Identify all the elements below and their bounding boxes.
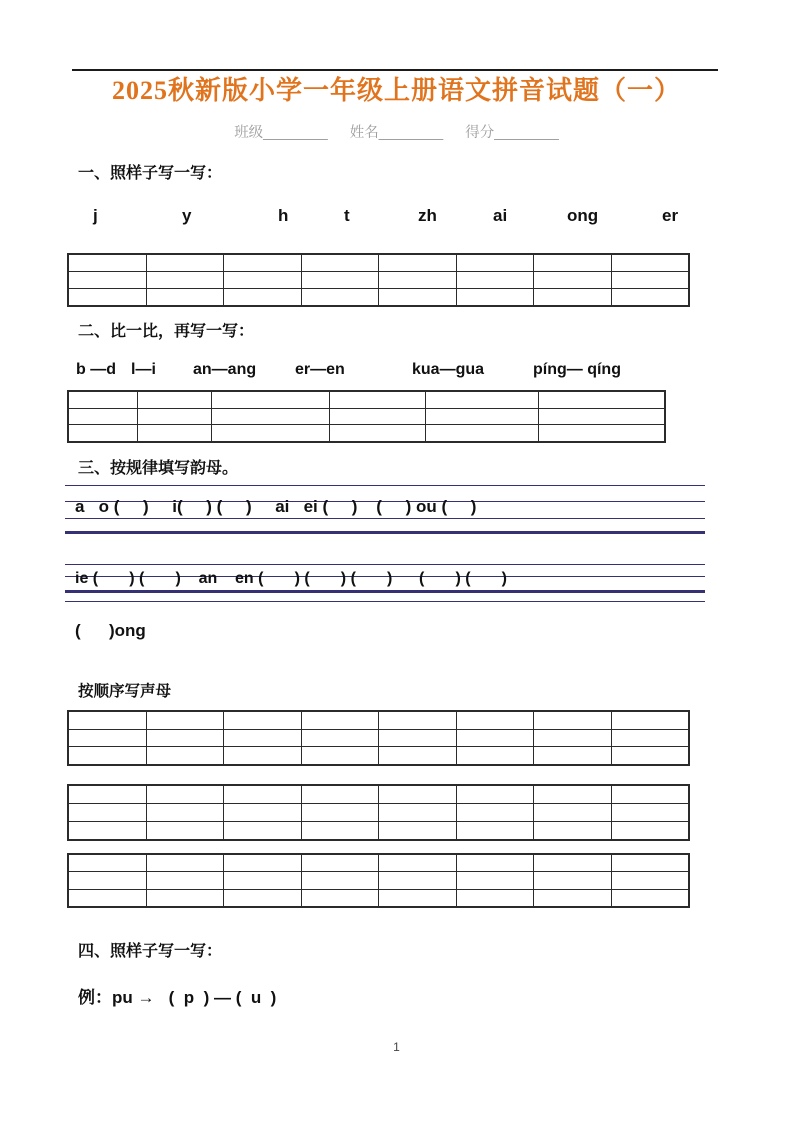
pinyin-letter: t (344, 206, 350, 225)
answer-cell (379, 804, 456, 821)
answer-cell (147, 855, 224, 871)
answer-cell (147, 730, 224, 747)
guide-line (65, 590, 705, 593)
answer-cell (147, 786, 224, 803)
answer-cell (457, 855, 534, 871)
answer-cell (379, 855, 456, 871)
section3-heading: 三、按规律填写韵母。 (78, 460, 239, 477)
answer-cell (302, 872, 379, 888)
answer-cell (457, 804, 534, 821)
answer-cell (612, 786, 689, 803)
answer-cell (69, 272, 146, 288)
answer-cell (69, 289, 146, 305)
answer-cell (69, 409, 137, 425)
pinyin-pair: er—en (295, 361, 345, 378)
answer-cell (534, 272, 611, 288)
answer-cell (534, 855, 611, 871)
class-field: 班级________ (234, 125, 328, 141)
section5-heading: 四、照样子写一写： (78, 943, 223, 960)
answer-cell (457, 872, 534, 888)
answer-cell (147, 747, 224, 764)
answer-cell (539, 425, 664, 441)
section2-heading: 二、比一比，再写一写： (78, 323, 255, 340)
guide-line (65, 601, 705, 602)
vowel-pattern-line2: ie ( ) ( ) an en ( ) ( ) ( ) ( ) ( ) (75, 570, 508, 587)
answer-cell (457, 890, 534, 906)
answer-cell (330, 425, 425, 441)
answer-table-section1 (67, 253, 690, 307)
pinyin-letter: ai (493, 206, 508, 225)
answer-cell (69, 425, 137, 441)
answer-cell (457, 289, 534, 305)
answer-cell (426, 392, 538, 408)
answer-cell (224, 712, 301, 729)
answer-cell (69, 712, 146, 729)
answer-cell (69, 872, 146, 888)
answer-cell (147, 289, 224, 305)
answer-cell (330, 392, 425, 408)
answer-cell (224, 289, 301, 305)
page-number: 1 (393, 1040, 400, 1054)
answer-cell (147, 272, 224, 288)
pinyin-letter: zh (418, 206, 437, 225)
answer-cell (379, 255, 456, 271)
answer-cell (147, 804, 224, 821)
answer-cell (302, 712, 379, 729)
answer-cell (457, 822, 534, 839)
section1-heading: 一、照样子写一写： (78, 165, 223, 182)
guide-line (65, 485, 705, 486)
answer-cell (534, 255, 611, 271)
answer-cell (539, 392, 664, 408)
answer-cell (147, 712, 224, 729)
answer-cell (302, 289, 379, 305)
answer-cell (457, 255, 534, 271)
pinyin-letter: h (278, 206, 289, 225)
answer-cell (302, 890, 379, 906)
answer-cell (379, 822, 456, 839)
pinyin-pair: píng— qíng (533, 361, 621, 378)
student-info-line (0, 121, 793, 142)
answer-table-section2 (67, 390, 666, 443)
answer-cell (612, 712, 689, 729)
answer-cell (379, 747, 456, 764)
answer-cell (147, 822, 224, 839)
answer-cell (379, 786, 456, 803)
answer-cell (69, 730, 146, 747)
answer-cell (69, 855, 146, 871)
answer-cell (69, 392, 137, 408)
answer-cell (69, 786, 146, 803)
guide-line (65, 531, 705, 534)
answer-cell (534, 872, 611, 888)
answer-cell (138, 425, 210, 441)
answer-cell (224, 855, 301, 871)
answer-cell (379, 872, 456, 888)
answer-cell (379, 289, 456, 305)
guide-line (65, 564, 705, 565)
answer-cell (224, 747, 301, 764)
answer-cell (147, 872, 224, 888)
answer-cell (612, 730, 689, 747)
answer-cell (302, 747, 379, 764)
answer-cell (612, 289, 689, 305)
answer-cell (147, 255, 224, 271)
answer-cell (612, 822, 689, 839)
answer-cell (302, 255, 379, 271)
answer-cell (457, 786, 534, 803)
answer-cell (302, 272, 379, 288)
answer-cell (426, 409, 538, 425)
answer-cell (224, 786, 301, 803)
section4-heading: 按顺序写声母 (78, 683, 172, 700)
answer-cell (302, 804, 379, 821)
answer-cell (612, 272, 689, 288)
four-line-guide-1 (65, 485, 705, 535)
pinyin-pair: l—i (131, 361, 156, 378)
answer-cell (379, 712, 456, 729)
vowel-pattern-line3: ( )ong (75, 621, 146, 640)
answer-cell (534, 804, 611, 821)
answer-cell (147, 890, 224, 906)
answer-cell (69, 890, 146, 906)
pinyin-letter: y (182, 206, 192, 225)
answer-cell (539, 409, 664, 425)
answer-cell (379, 730, 456, 747)
answer-cell (302, 730, 379, 747)
answer-cell (69, 822, 146, 839)
pinyin-pair: b —d (76, 361, 116, 378)
top-divider-rule (72, 69, 718, 71)
answer-cell (69, 747, 146, 764)
score-field: 得分________ (465, 125, 559, 141)
answer-cell (212, 409, 329, 425)
answer-cell (457, 730, 534, 747)
section1-letters-row (0, 206, 793, 230)
pinyin-pair: kua—gua (412, 361, 485, 378)
answer-cell (224, 804, 301, 821)
name-field: 姓名________ (349, 125, 444, 141)
answer-cell (534, 712, 611, 729)
pinyin-letter: ong (567, 206, 599, 225)
answer-cell (224, 272, 301, 288)
answer-cell (612, 804, 689, 821)
vowel-pattern-line1: a o ( ) i( ) ( ) ai ei ( ) ( ) ou ( ) (75, 497, 477, 516)
answer-cell (612, 855, 689, 871)
answer-cell (379, 272, 456, 288)
answer-cell (534, 786, 611, 803)
answer-cell (138, 409, 210, 425)
worksheet-title: 2025秋新版小学一年级上册语文拼音试题（一） (111, 76, 681, 105)
answer-cell (612, 747, 689, 764)
answer-cell (224, 822, 301, 839)
initials-table-2 (67, 784, 690, 841)
initials-table-1 (67, 710, 690, 766)
four-line-guide-2 (65, 564, 705, 606)
answer-cell (534, 890, 611, 906)
answer-cell (212, 392, 329, 408)
answer-cell (224, 730, 301, 747)
answer-cell (534, 822, 611, 839)
pinyin-pair: an—ang (193, 361, 257, 378)
pinyin-letter: j (93, 206, 98, 225)
answer-cell (534, 289, 611, 305)
answer-cell (212, 425, 329, 441)
answer-cell (330, 409, 425, 425)
answer-cell (534, 730, 611, 747)
answer-cell (612, 890, 689, 906)
section2-pairs-row (0, 361, 793, 385)
answer-cell (457, 747, 534, 764)
answer-cell (534, 747, 611, 764)
pinyin-letter: er (662, 206, 679, 225)
answer-cell (69, 255, 146, 271)
answer-cell (302, 855, 379, 871)
answer-cell (379, 890, 456, 906)
answer-cell (612, 255, 689, 271)
answer-cell (224, 255, 301, 271)
answer-cell (69, 804, 146, 821)
answer-cell (426, 425, 538, 441)
answer-cell (224, 872, 301, 888)
answer-cell (138, 392, 210, 408)
answer-cell (302, 822, 379, 839)
answer-cell (302, 786, 379, 803)
section5-example: 例：pu → ( p ) — ( u ) (78, 988, 277, 1007)
answer-cell (224, 890, 301, 906)
guide-line (65, 518, 705, 519)
answer-cell (457, 712, 534, 729)
answer-cell (457, 272, 534, 288)
initials-table-3 (67, 853, 690, 908)
answer-cell (612, 872, 689, 888)
